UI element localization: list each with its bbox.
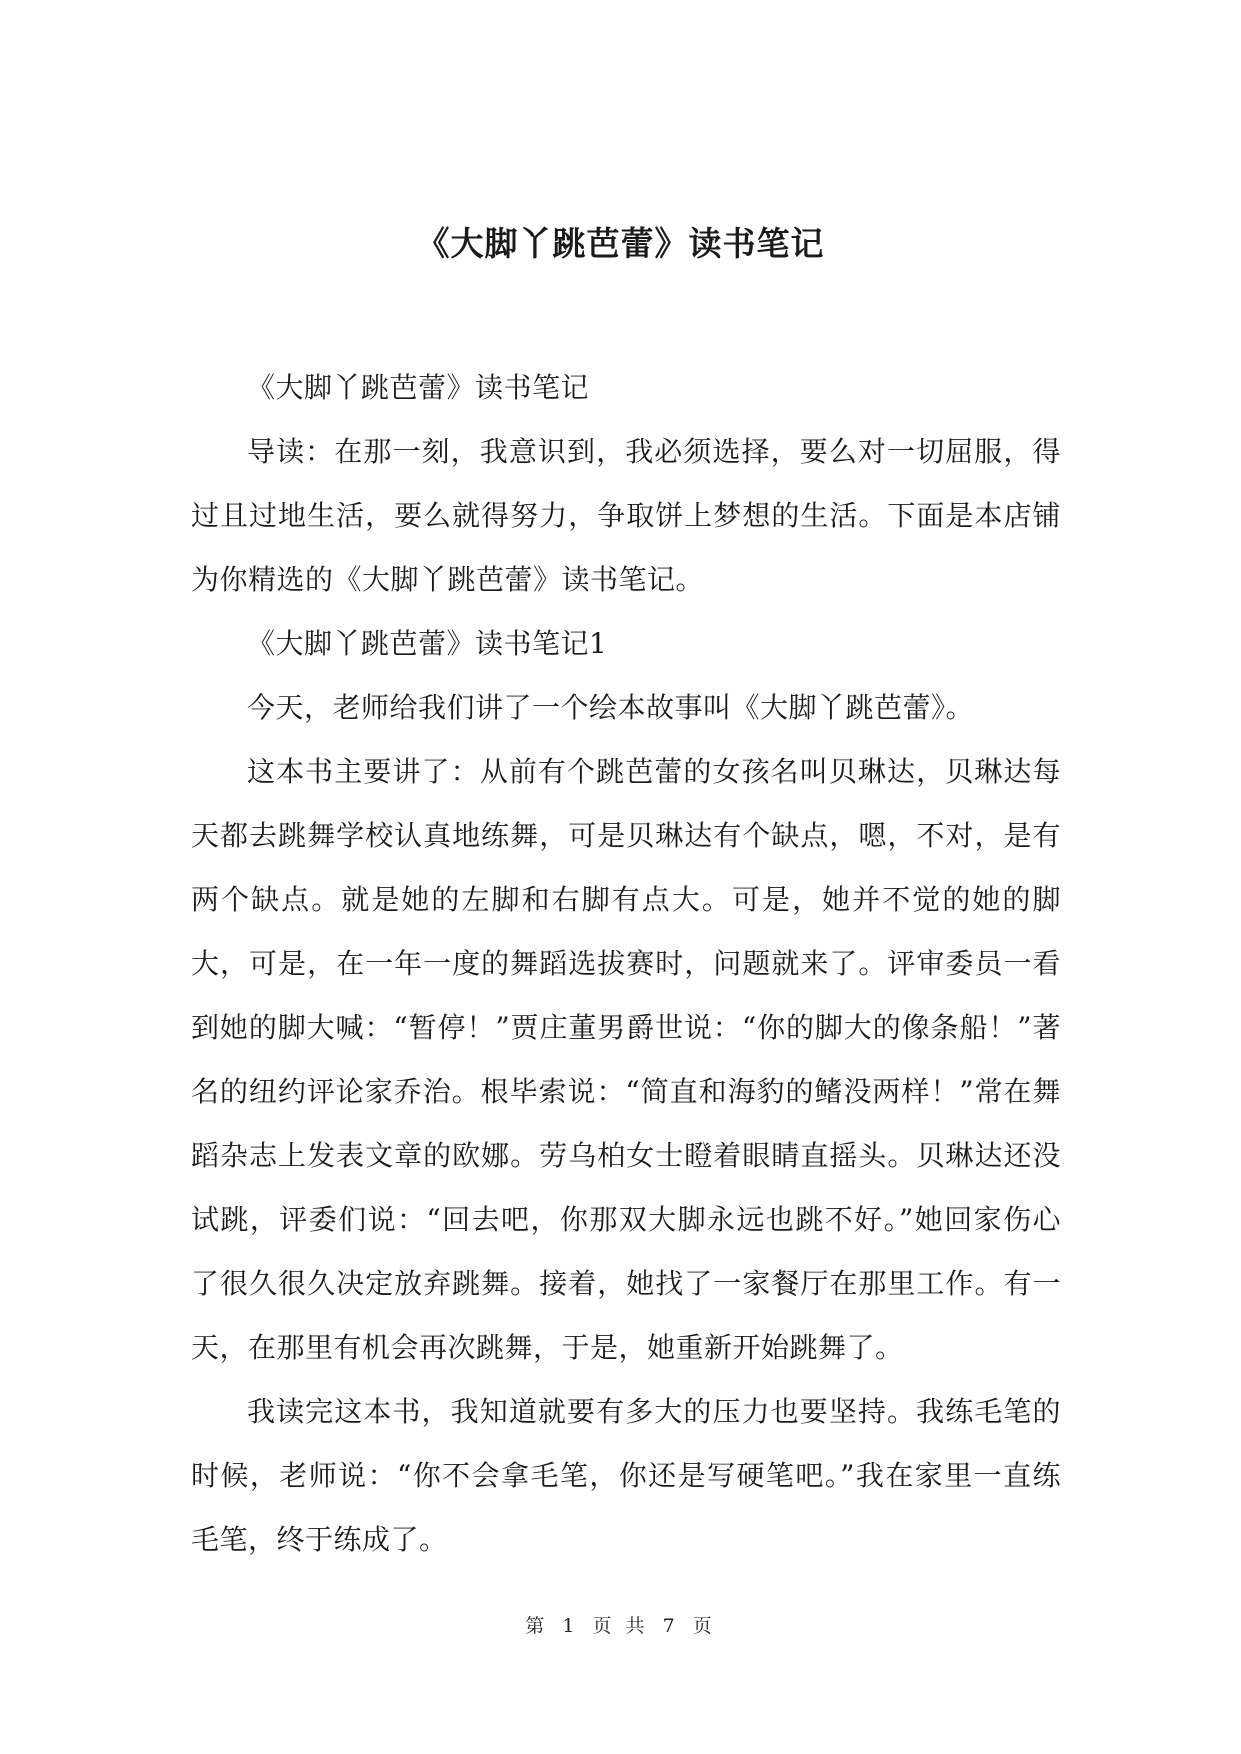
paragraph: 我读完这本书，我知道就要有多大的压力也要坚持。我练毛笔的时候，老师说：“你不会拿毛笔，你还是写硬笔吧。”我在家里一直练毛笔，终于练成了。 — [191, 1395, 1061, 1556]
footer-prefix: 第 — [525, 1615, 549, 1637]
footer-suffix: 页 — [692, 1615, 716, 1637]
footer-total-pages: 7 — [662, 1615, 679, 1637]
paragraph-intro: 导读：在那一刻，我意识到，我必须选择，要么对一切屈服，得过且过地生活，要么就得努力，争取饼上梦想的生活。下面是本店铺为你精选的《大脚丫跳芭蕾》读书笔记。 — [191, 435, 1061, 596]
footer-current-page: 1 — [562, 1615, 579, 1637]
footer-middle: 页 共 — [592, 1615, 649, 1637]
paragraph: 这本书主要讲了：从前有个跳芭蕾的女孩名叫贝琳达，贝琳达每天都去跳舞学校认真地练舞，可是贝琳达有个缺点，嗯，不对，是有两个缺点。就是她的左脚和右脚有点大。可是，她并不觉的她的脚大，可是，在一年一度的舞蹈选拔赛时，问题就来了。评审委员一看到她的脚大喊：“暂停！”贾庄董男爵世说：“你的脚大的像条船！”著名的纽约评论家乔治。根毕索说：“简直和海豹的鳍没两样！”常在舞蹈杂志上发表文章的欧娜。劳乌柏女士瞪着眼睛直摇头。贝琳达还没试跳，评委们说：“回去吧，你那双大脚永远也跳不好。”她回家伤心了很久很久决定放弃跳舞。接着，她找了一家餐厅在那里工作。有一天，在那里有机会再次跳舞，于是，她重新开始跳舞了。 — [191, 755, 1061, 1364]
document-body — [191, 356, 1061, 1572]
page-footer — [0, 1611, 1241, 1638]
paragraph: 今天，老师给我们讲了一个绘本故事叫《大脚丫跳芭蕾》。 — [247, 691, 975, 724]
paragraph-section-heading: 《大脚丫跳芭蕾》读书笔记1 — [247, 627, 608, 660]
document-title: 《大脚丫跳芭蕾》读书笔记 — [416, 224, 825, 263]
paragraph-subtitle: 《大脚丫跳芭蕾》读书笔记 — [247, 371, 590, 404]
